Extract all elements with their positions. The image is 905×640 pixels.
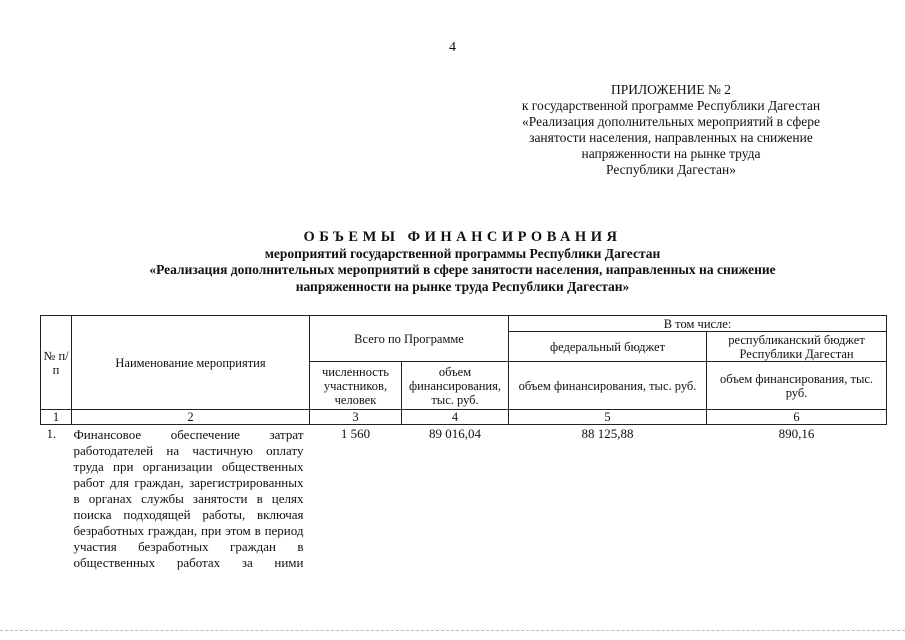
column-number: 2 [72, 410, 310, 425]
page-number: 4 [449, 40, 456, 55]
title-line: мероприятий государственной программы Республики Дагестан [264, 245, 661, 261]
document-title [40, 229, 885, 295]
header-federal: федеральный бюджет [509, 332, 707, 362]
header-including: В том числе: [509, 316, 887, 332]
column-number: 3 [310, 410, 402, 425]
table-row [41, 425, 887, 572]
row-name: Финансовое обеспечение затрат работодателей на частичную оплату труда при организации общественных работ для граждан, зарегистрированных в органах службы занятости в целях поиска подходящей работы, включая безработных граждан, при этом в период участия безработных граждан в общественных работах за ними [73, 427, 304, 570]
appendix-heading: ПРИЛОЖЕНИЕ № 2 [610, 82, 732, 97]
header-republic: республиканский бюджет Республики Дагестан [707, 332, 887, 362]
appendix-line: занятости населения, направленных на снижение [529, 130, 813, 145]
header-num: № п/п [41, 316, 72, 410]
page-bottom-divider [0, 630, 905, 632]
title-line: «Реализация дополнительных мероприятий в сфере занятости населения, направленных на снижение [149, 262, 776, 277]
row-participants: 1 560 [340, 426, 371, 441]
appendix-line: «Реализация дополнительных мероприятий в сфере [521, 114, 821, 129]
header-total: Всего по Программе [310, 316, 509, 362]
financing-table [40, 315, 887, 571]
row-republic: 890,16 [778, 426, 815, 441]
appendix-line: Республики Дагестан» [605, 162, 736, 177]
title-line: напряженности на рынке труда Республики Дагестан» [295, 278, 630, 294]
title-main: ОБЪЕМЫ ФИНАНСИРОВАНИЯ [303, 229, 622, 245]
header-financing-total: объем финансирования, тыс. руб. [402, 362, 509, 410]
column-number: 4 [402, 410, 509, 425]
appendix-line: напряженности на рынке труда [581, 146, 761, 161]
row-total: 89 016,04 [429, 426, 481, 441]
appendix-block [496, 82, 846, 178]
header-financing-republic: объем финансирования, тыс. руб. [707, 362, 887, 410]
header-participants: численность участников, человек [310, 362, 402, 410]
column-number: 5 [509, 410, 707, 425]
header-financing-federal: объем финансирования, тыс. руб. [509, 362, 707, 410]
column-number: 6 [707, 410, 887, 425]
appendix-line: к государственной программе Республики Дагестан [521, 98, 821, 113]
row-number: 1. [46, 426, 57, 441]
header-name: Наименование мероприятия [72, 316, 310, 410]
row-federal: 88 125,88 [581, 426, 634, 441]
column-number: 1 [41, 410, 72, 425]
